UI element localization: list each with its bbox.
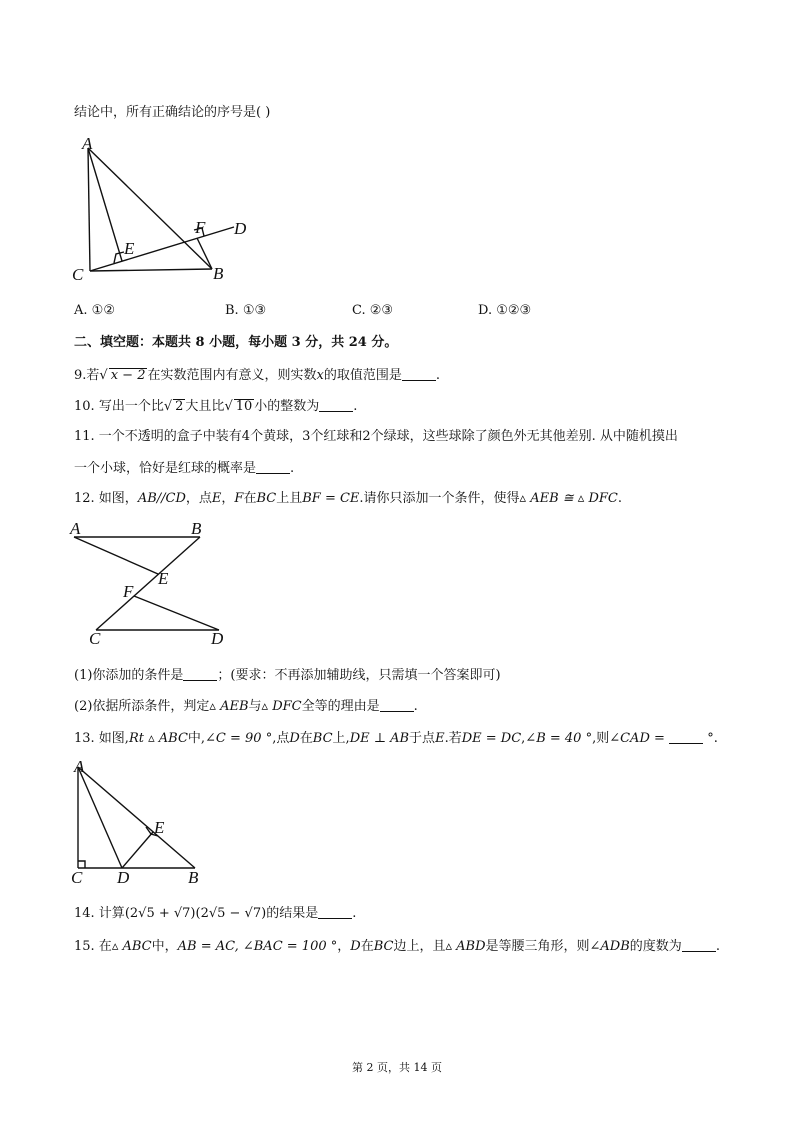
q15-text: 是等腰三角形，则 (485, 939, 590, 954)
q12-sub2-answer-blank[interactable] (380, 697, 414, 712)
q12-sub1 (74, 666, 501, 685)
sqrt-icon: √ (224, 399, 233, 414)
q9-line (74, 366, 440, 385)
q11-end: . (290, 461, 295, 476)
q12-sub2-math: ▵ AEB (209, 699, 249, 714)
q12-text: ，点 (185, 491, 212, 506)
q12-text: . (617, 491, 622, 506)
q12-sub2-text: (2)依据所添条件，判定 (74, 699, 210, 714)
q13-math: DE ⊥ AB (349, 731, 410, 746)
q13-answer-blank[interactable] (669, 729, 703, 744)
q13-text: 在 (299, 731, 313, 746)
q13-segment-ad (78, 767, 122, 868)
q9-text-post: 在实数范围内有意义，则实数 (147, 368, 317, 383)
q15-text: 在 (360, 939, 374, 954)
q8-option-b[interactable] (225, 302, 266, 320)
q10-line (74, 397, 357, 416)
q12-text: 12. 如图， (74, 491, 138, 506)
q12-label-c: C (89, 629, 101, 648)
q8-label-f: F (195, 218, 206, 237)
q10-text-post: 小的整数为 (254, 399, 320, 414)
q13-math: DE = DC (461, 731, 522, 746)
q13-text: 中, (187, 731, 206, 746)
q13-math: BC (312, 731, 333, 746)
q13-segment-ab (78, 767, 195, 868)
q9-text-pre: 若 (86, 368, 100, 383)
q12-math: BF = CE (302, 491, 360, 506)
q11-line-2 (74, 459, 294, 478)
q9-end: . (435, 368, 440, 383)
option-text: ②③ (369, 303, 394, 318)
q15-math: AB = AC, ∠BAC = 100 ° (177, 939, 338, 954)
q12-sub1-text: (1)你添加的条件是 (74, 668, 184, 683)
q12-math: E (211, 491, 222, 506)
q8-option-d[interactable] (478, 302, 531, 320)
q12-label-b: B (191, 519, 202, 538)
q12-text: 在 (243, 491, 257, 506)
q12-line (74, 490, 622, 508)
q8-option-c[interactable] (352, 302, 393, 320)
q12-sub1-answer-blank[interactable] (183, 666, 217, 681)
q9-number: 9. (74, 368, 87, 383)
q13-label-e: E (154, 818, 165, 837)
q12-sub2-text: 与 (248, 699, 262, 714)
q15-math: ▵ ABC (111, 939, 152, 954)
q13-text: °. (707, 731, 718, 746)
q12-text: ， (221, 491, 235, 506)
q12-math: AB//CD (137, 491, 186, 506)
q9-answer-blank[interactable] (402, 366, 436, 381)
q13-label-c: C (71, 868, 83, 887)
option-letter: D. (478, 303, 493, 318)
q12-label-d: D (211, 629, 224, 648)
q10-radicand-1: 2 (175, 399, 184, 414)
q15-text: 15. 在 (74, 939, 112, 954)
q12-math: BC (256, 491, 277, 506)
q8-label-a: A (82, 134, 93, 153)
q12-sub1-note: ；(要求：不再添加辅助线，只需填一个答案即可) (217, 668, 501, 683)
option-text: ①② (91, 303, 115, 318)
q14-text-post: 的结果是 (266, 906, 319, 921)
q12-label-f: F (123, 582, 134, 601)
option-text: ①②③ (496, 303, 532, 318)
q14-text: 14. 计算 (74, 906, 125, 921)
q13-text: ,点 (272, 731, 290, 746)
q14-end: . (352, 906, 357, 921)
q15-math: ▵ ABD (445, 939, 486, 954)
q13-right-angle-c (78, 861, 85, 868)
q9-variable: x (316, 368, 324, 383)
q13-math: E (435, 731, 445, 746)
q12-text: 上且 (276, 491, 303, 506)
q8-label-b: B (213, 264, 224, 282)
q15-math: ∠ADB (589, 939, 630, 954)
q12-label-a: A (70, 519, 81, 538)
q10-answer-blank[interactable] (319, 397, 353, 412)
q12-math: F (234, 491, 244, 506)
q15-answer-blank[interactable] (682, 937, 716, 952)
q10-text-mid: 大且比 (185, 399, 225, 414)
q8-figure (64, 132, 264, 282)
q12-label-e: E (158, 569, 169, 588)
q12-sub2-end: . (413, 699, 418, 714)
q12-figure (64, 515, 244, 650)
q12-sub2-text: 全等的理由是 (301, 699, 380, 714)
q15-text: 边上，且 (393, 939, 446, 954)
q13-label-d: D (117, 868, 130, 887)
q15-text: 的度数为 (629, 939, 682, 954)
q8-segment-ac (88, 148, 90, 271)
q13-text: 上, (332, 731, 350, 746)
sqrt-icon: √ (163, 399, 173, 414)
q8-label-d: D (234, 219, 247, 238)
q11-answer-blank[interactable] (256, 459, 290, 474)
section-title: 二、填空题：本题共 8 小题，每小题 3 分，共 24 分。 (74, 335, 398, 350)
sqrt-icon: √ (99, 368, 108, 383)
q13-text: , (521, 731, 526, 746)
q13-segment-de (122, 832, 153, 868)
q11-line-1: 11. 一个不透明的盒子中装有4个黄球，3个红球和2个绿球，这些球除了颜色外无其他差别. 从中随机摸出 (74, 429, 678, 444)
q15-end: . (715, 939, 720, 954)
q8-label-c: C (72, 265, 84, 282)
q13-math: D (289, 731, 300, 746)
q12-segment-ae (74, 537, 158, 574)
q9-text-post2: 的取值范围是 (323, 368, 402, 383)
q12-text: .请你只添加一个条件，使得 (359, 491, 520, 506)
q13-text: 于点 (409, 731, 436, 746)
q13-line (74, 729, 718, 748)
q15-line (74, 937, 720, 956)
q13-math: ∠CAD = (609, 731, 665, 746)
q13-math: ∠C = 90 ° (205, 731, 273, 746)
q9-radicand: x − 2 (110, 368, 146, 383)
q10-end: . (353, 399, 358, 414)
q13-text: ,则 (592, 731, 610, 746)
q14-expression: (2√5 + √7)(2√5 − √7) (124, 906, 267, 921)
q13-math: Rt ▵ ABC (128, 731, 188, 746)
q12-sub2 (74, 697, 418, 716)
q13-label-a: A (74, 757, 85, 776)
q13-text: .若 (444, 731, 462, 746)
q12-segment-fd (134, 596, 219, 630)
q15-text: ， (337, 939, 351, 954)
q15-math: BC (373, 939, 394, 954)
option-letter: A. (74, 303, 88, 318)
q15-math: D (350, 939, 361, 954)
q10-text-pre: 写出一个比 (98, 399, 164, 414)
option-letter: B. (225, 303, 239, 318)
page-footer: 第 2 页，共 14 页 (352, 1061, 442, 1074)
q10-radicand-2: 10 (235, 399, 253, 414)
q13-figure (64, 757, 214, 887)
q8-segment-cb (90, 269, 212, 271)
q8-segment-bf (197, 238, 212, 269)
q10-number: 10. (74, 399, 95, 414)
q14-answer-blank[interactable] (318, 904, 352, 919)
q8-tail-text: 结论中，所有正确结论的序号是( ) (74, 105, 271, 120)
q14-line (74, 904, 356, 923)
q12-sub2-math: ▵ DFC (261, 699, 302, 714)
q8-label-e: E (124, 239, 135, 258)
q13-label-b: B (188, 868, 199, 887)
option-letter: C. (352, 303, 366, 318)
q13-text: 13. 如图, (74, 731, 129, 746)
q15-text: 中， (151, 939, 178, 954)
q11-text: 一个小球，恰好是红球的概率是 (74, 461, 257, 476)
q8-option-a[interactable] (74, 302, 115, 320)
q13-math: ∠B = 40 ° (525, 731, 593, 746)
q12-math: ▵ AEB ≅ ▵ DFC (519, 491, 618, 506)
option-text: ①③ (242, 303, 267, 318)
